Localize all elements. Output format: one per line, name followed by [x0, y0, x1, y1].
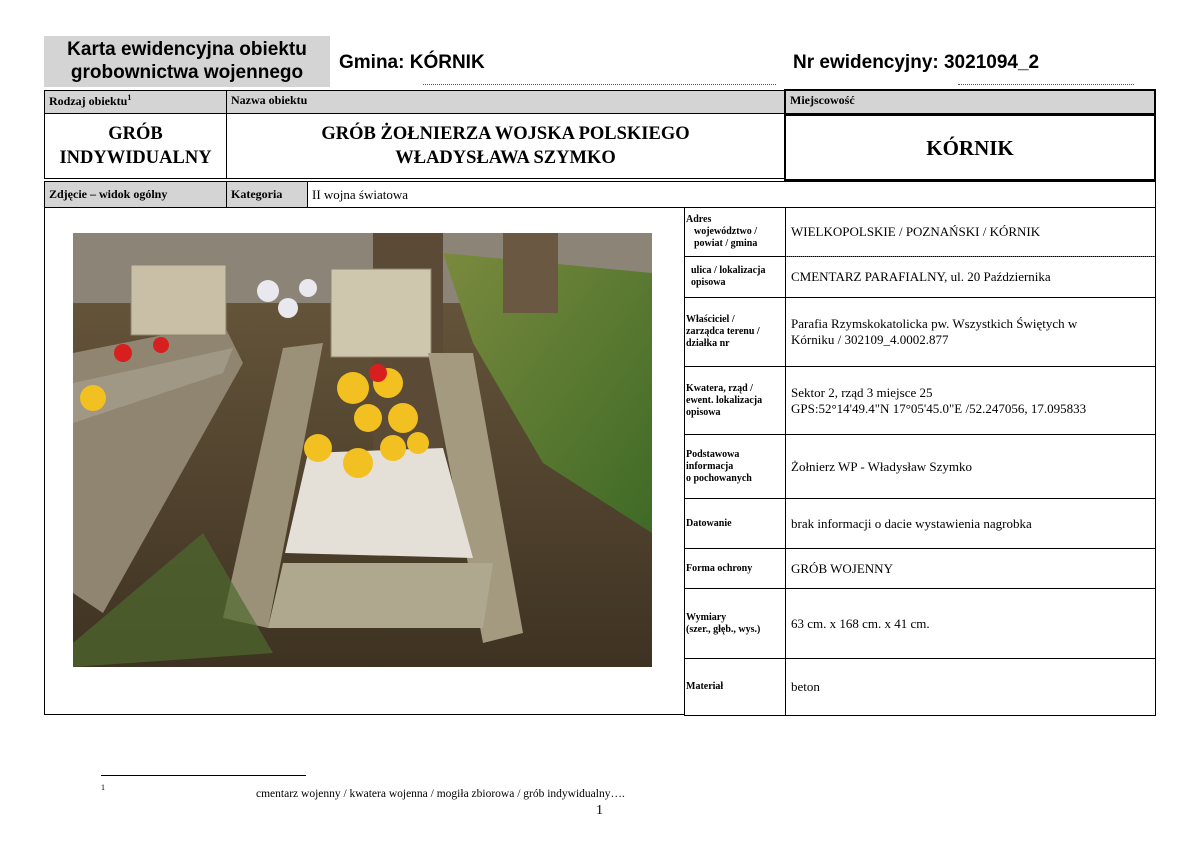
grave-photo-image — [73, 233, 652, 667]
detail-label-line: ewent. lokalizacja — [686, 394, 763, 406]
detail-value-1 — [785, 256, 1156, 298]
detail-label-line: działka nr — [686, 338, 730, 349]
detail-value-5 — [785, 498, 1156, 549]
detail-label-line: Forma ochrony — [686, 562, 753, 574]
grave-photo — [73, 233, 652, 667]
document-title — [44, 36, 330, 87]
footnote-ref: 1 — [127, 93, 132, 102]
nazwa-obiektu-label: Nazwa obiektu — [226, 90, 785, 114]
registry-number: Nr ewidencyjny: 3021094_2 — [793, 52, 1040, 73]
rodzaj-obiektu-label — [44, 90, 227, 114]
detail-label-line: Adres — [686, 214, 712, 225]
rodzaj-line1: GRÓB — [108, 124, 163, 144]
detail-label-line: powiat / gmina — [694, 238, 758, 249]
rodzaj-obiektu-value — [44, 113, 227, 179]
footnote-separator — [101, 775, 306, 776]
kategoria-value: II wojna światowa — [307, 181, 1156, 208]
detail-label-6 — [684, 548, 786, 589]
detail-value-3 — [785, 366, 1156, 435]
gmina-label: Gmina: KÓRNIK — [339, 52, 485, 73]
detail-label-4 — [684, 434, 786, 499]
detail-label-line: Podstawowa — [686, 448, 740, 460]
detail-value-2 — [785, 297, 1156, 367]
detail-label-line: ulica / lokalizacja — [691, 265, 766, 276]
detail-label-8 — [684, 658, 786, 716]
gmina-dotted-line — [423, 84, 776, 85]
detail-label-line: Materiał — [686, 681, 724, 692]
zdjecie-label: Zdjęcie – widok ogólny — [44, 181, 227, 208]
kategoria-label: Kategoria — [226, 181, 308, 208]
detail-label-line: opisowa — [691, 277, 726, 288]
miejscowosc-value: KÓRNIK — [784, 114, 1156, 181]
detail-value-line: Sektor 2, rząd 3 miejsce 25 — [791, 384, 933, 400]
page-number: 1 — [596, 803, 603, 818]
detail-value-4 — [785, 434, 1156, 499]
detail-label-3 — [684, 366, 786, 435]
detail-value-line: WIELKOPOLSKIE / POZNAŃSKI / KÓRNIK — [791, 224, 1041, 239]
rodzaj-line2: INDYWIDUALNY — [59, 148, 212, 168]
detail-label-2 — [684, 297, 786, 367]
detail-value-line: 63 cm. x 168 cm. x 41 cm. — [791, 615, 930, 631]
detail-value-line: Kórniku / 302109_4.0002.877 — [791, 332, 949, 347]
detail-value-line: CMENTARZ PARAFIALNY, ul. 20 Października — [791, 269, 1051, 284]
detail-label-5 — [684, 498, 786, 549]
nazwa-line1: GRÓB ŻOŁNIERZA WOJSKA POLSKIEGO — [321, 124, 690, 144]
detail-label-line: Wymiary — [686, 611, 727, 623]
nazwa-obiektu-value — [226, 113, 785, 179]
footnote-mark: 1 — [101, 783, 105, 792]
detail-value-line: GPS:52°14'49.4"N 17°05'45.0"E /52.247056, 17.095833 — [791, 400, 1087, 416]
detail-label-line: Właściciel / — [686, 314, 735, 325]
detail-label-7 — [684, 588, 786, 659]
address-dotted-separator — [786, 256, 1155, 257]
detail-value-line: brak informacji o dacie wystawienia nagrobka — [791, 515, 1032, 531]
detail-value-7 — [785, 588, 1156, 659]
detail-label-line: województwo / — [694, 226, 758, 237]
detail-value-line: beton — [791, 679, 820, 694]
detail-value-6 — [785, 548, 1156, 589]
document-title-line1: Karta ewidencyjna obiektu — [67, 39, 307, 60]
detail-value-line: GRÓB WOJENNY — [791, 560, 893, 576]
detail-value-line: Żołnierz WP - Władysław Szymko — [791, 458, 973, 474]
detail-label-line: o pochowanych — [686, 472, 752, 484]
detail-value-line: Parafia Rzymskokatolicka pw. Wszystkich Świętych w — [791, 316, 1078, 331]
footnote-text: cmentarz wojenny / kwatera wojenna / mogiła zbiorowa / grób indywidualny…. — [256, 788, 625, 800]
detail-label-line: Kwatera, rząd / — [686, 382, 753, 394]
detail-label-1 — [684, 256, 786, 298]
miejscowosc-label: Miejscowość — [784, 89, 1156, 115]
rodzaj-obiektu-text: Rodzaj obiektu — [49, 94, 128, 108]
detail-label-line: opisowa — [686, 406, 721, 418]
detail-label-line: (szer., głęb., wys.) — [686, 623, 761, 635]
detail-label-line: Datowanie — [686, 517, 732, 529]
document-title-line2: grobownictwa wojennego — [70, 62, 304, 83]
nazwa-line2: WŁADYSŁAWA SZYMKO — [395, 148, 616, 168]
detail-label-line: zarządca terenu / — [686, 326, 760, 337]
registry-dotted-line — [958, 84, 1134, 85]
detail-label-0 — [684, 207, 786, 257]
detail-value-8 — [785, 658, 1156, 716]
detail-label-line: informacja — [686, 460, 734, 472]
detail-value-0 — [785, 207, 1156, 257]
